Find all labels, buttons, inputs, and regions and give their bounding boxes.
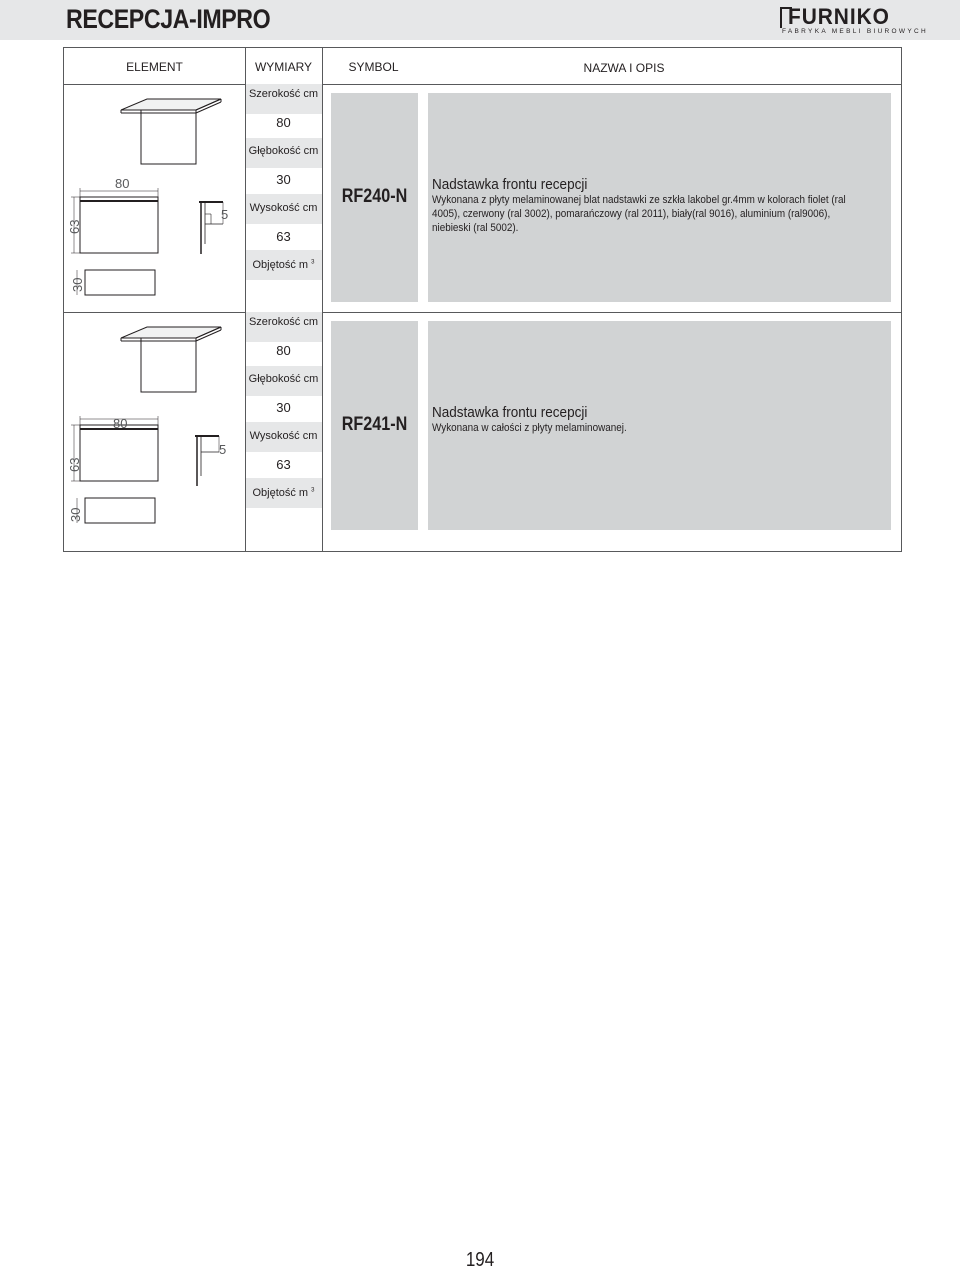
logo-tagline: FABRYKA MEBLI BIUROWYCH: [782, 28, 928, 35]
height-value: 63: [276, 457, 291, 472]
drawing-height-label: 63: [67, 457, 82, 472]
page-title: RECEPCJA-IMPRO: [66, 4, 271, 34]
header-dimensions: WYMIARY: [254, 60, 313, 74]
drawing-width-label: 80: [115, 176, 130, 191]
height-value: 63: [276, 229, 291, 244]
depth-value: 30: [276, 400, 291, 415]
volume-label: Objętość m $^3$: [252, 487, 315, 499]
page-header: [0, 0, 960, 40]
technical-drawing-rf241: [63, 312, 244, 532]
width-value: 80: [276, 343, 291, 358]
drawing-height-label: 63: [67, 219, 82, 234]
drawing-thickness-label: 5: [219, 442, 227, 457]
logo-name: FURNIKO: [788, 4, 890, 29]
depth-label: Głębokość cm: [248, 145, 319, 157]
page-number: 194: [465, 1249, 495, 1271]
depth-value: 30: [276, 172, 291, 187]
furniko-logo: [780, 4, 928, 37]
header-symbol: SYMBOL: [348, 60, 399, 74]
product-name: Nadstawka frontu recepcji: [432, 176, 588, 193]
width-label: Szerokość cm: [248, 88, 319, 100]
drawing-depth-label: 30: [70, 277, 85, 292]
volume-label: Objętość m $^3$: [252, 259, 315, 271]
drawing-width-label: 80: [113, 416, 128, 431]
product-symbol: RF241-N: [341, 414, 408, 435]
height-label: Wysokość cm: [249, 202, 318, 214]
product-name: Nadstawka frontu recepcji: [432, 404, 588, 421]
drawing-thickness-label: 5: [221, 207, 229, 222]
product-description: Wykonana z płyty melaminowanej blat nadstawki ze szkła lakobel gr.4mm w kolorach fiolet (ral 4005), czerwony (ral 3002), pomarańczowy (ral 2011), biały(ral 9016), aluminium (ral9006), niebieski (ral 5002).: [432, 194, 846, 234]
technical-drawing-rf240: [63, 84, 244, 304]
header-element: ELEMENT: [126, 60, 183, 74]
height-label: Wysokość cm: [249, 430, 318, 442]
width-value: 80: [276, 115, 291, 130]
depth-label: Głębokość cm: [248, 373, 319, 385]
product-description: Wykonana w całości z płyty melaminowanej.: [432, 422, 627, 434]
header-name-desc: NAZWA I OPIS: [583, 61, 665, 75]
drawing-depth-label: 30: [68, 507, 83, 522]
product-symbol: RF240-N: [341, 186, 408, 207]
width-label: Szerokość cm: [248, 316, 319, 328]
